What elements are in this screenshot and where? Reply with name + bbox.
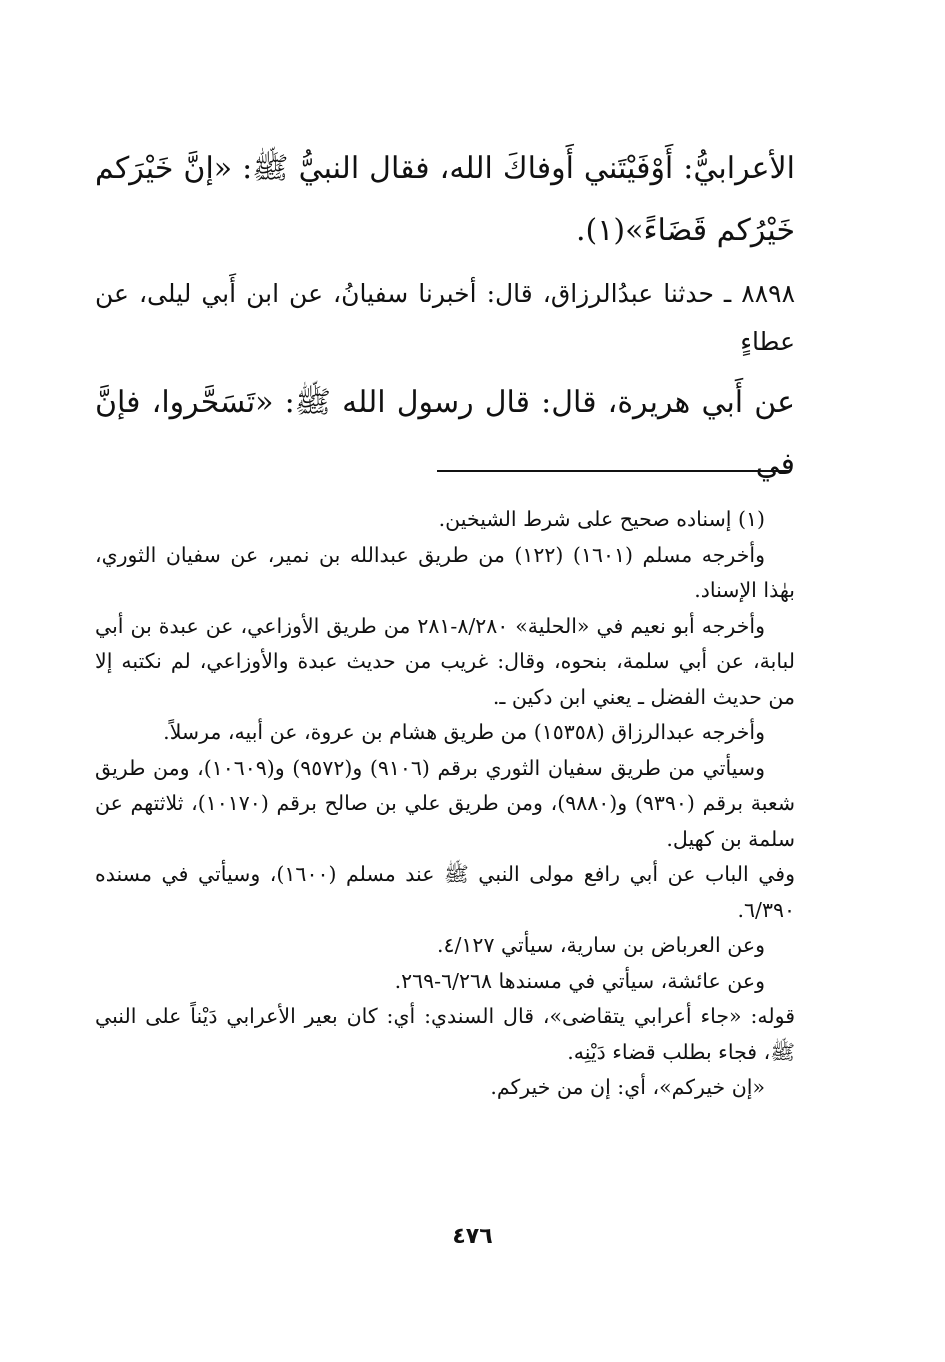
footnote-line: وأخرجه عبدالرزاق (١٥٣٥٨) من طريق هشام بن عروة، عن أبيه، مرسلاً. (163, 720, 765, 744)
hadith-8898-chain: ٨٨٩٨ ـ حدثنا عبدُالرزاق، قال: أخبرنا سفيانُ، عن ابن أَبي ليلى، عن عطاءٍ (95, 279, 795, 356)
footnote-line: قوله: «جاء أعرابي يتقاضى»، قال السندي: أي: كان بعير الأعرابي دَيْناً على النبي ﷺ، فجاء بطلب قضاء دَيْنِه. (95, 1004, 795, 1064)
footnote-line: وسيأتي من طريق سفيان الثوري برقم (٩١٠٦) و(٩٥٧٢) و(١٠٦٠٩)، ومن طريق شعبة برقم (٩٣٩٠) و(٩٨٨٠)، ومن طريق علي بن صالح برقم (١٠١٧٠)، ثلاثتهم عن سلمة بن كهيل. (95, 755, 795, 851)
footnote-line: وعن العرباض بن سارية، سيأتي ٤/١٢٧. (436, 933, 765, 957)
footnote-line: وعن عائشة، سيأتي في مسندها ٦/٢٦٨-٢٦٩. (394, 968, 765, 993)
footnote-line: وأخرجه مسلم (١٦٠١) (١٢٢) من طريق عبدالله بن نمير، عن سفيان الثوري، بهٰذا الإسناد. (95, 542, 795, 602)
page-number: ٤٧٦ (452, 1224, 493, 1249)
footnote-line: «إن خيركم»، أي: إن من خيركم. (490, 1075, 765, 1099)
hadith-8898-text: عن أَبي هريرة، قال: قال رسول الله ﷺ: «تَسَحَّروا، فإنَّ في (95, 385, 795, 482)
footnotes (95, 502, 795, 1106)
main-paragraph-1: الأعرابيُّ: أَوْفَيْتَني أَوفاكَ الله، فقال النبيُّ ﷺ: «إنَّ خَيْرَكم خَيْرُكم قَضَاءً»(١). (95, 151, 795, 248)
footnote-line: وأخرجه أبو نعيم في «الحلية» ٨/٢٨٠-٢٨١ من طريق الأوزاعي، عن عبدة بن أبي لبابة، عن أبي سلمة، بنحوه، وقال: غريب من حديث عبدة والأوزاعي، لم نكتبه إلا من حديث الفضل ـ يعني ابن دكين ـ. (95, 613, 795, 709)
footnote-divider (437, 470, 790, 472)
footnote-line: وفي الباب عن أبي رافع مولى النبي ﷺ عند مسلم (١٦٠٠)، وسيأتي في مسنده ٦/٣٩٠. (95, 862, 796, 922)
main-text (95, 138, 795, 504)
footnote-1: (١) إسناده صحيح على شرط الشيخين. (438, 507, 765, 531)
